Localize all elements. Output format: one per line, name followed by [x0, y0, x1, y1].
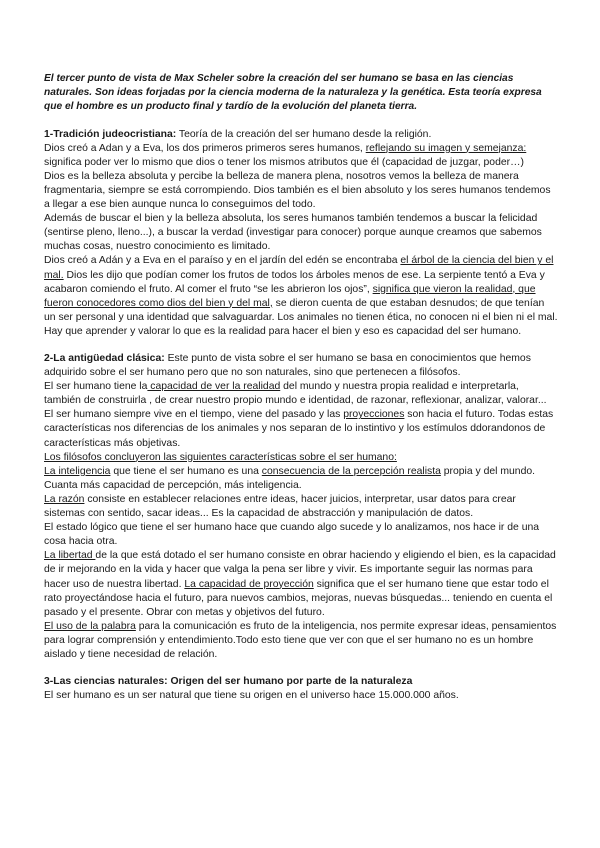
underlined-text: significa que vieron la realidad, que fueron conocedores como dios del bien y del mal,: [44, 283, 536, 309]
underlined-text: proyecciones: [343, 409, 405, 421]
text-run: significa poder ver lo mismo que dios o tener los mismos atributos que él (capacidad de juzgar, poder…): [44, 156, 524, 168]
underlined-text: consecuencia de la percepción realista: [261, 465, 441, 477]
section1-paragraph-2: Dios es la belleza absoluta y percibe la belleza de manera plena, nosotros vemos la belleza de manera fragmentaria, siempre se está corrompiendo. Dios también es el bien absoluto y los seres humanos tendemos a llegar a ese bien aunque nunca lo conseguimos del todo.: [44, 170, 551, 211]
section1-paragraph-3: Además de buscar el bien y la belleza absoluta, los seres humanos también tendemos a buscar la felicidad (sentirse pleno, lleno...), a buscar la verdad (investigar para conocer) porque aunque creamos que sabemos muchas cosas, nuestro conocimiento es limitado.: [44, 213, 542, 253]
text-run: que tiene el ser humano es una: [110, 465, 262, 477]
text-run: para la comunicación es fruto de la inteligencia, nos permite expresar ideas, pensamientos para lograr comprensión y entendimiento.Todo esto tiene que ver con que el ser humano no es un hombre aislado y tiene necesidad de relación.: [44, 620, 557, 660]
section2-paragraph-2: [44, 408, 558, 450]
section1-heading: 1-Tradición judeocristiana:: [44, 128, 177, 140]
text-run: propia y del mundo. Cuanta más capacidad de percepción, más inteligencia.: [44, 465, 536, 491]
section2-paragraph-4: [44, 465, 558, 493]
underlined-text: capacidad de ver la realidad: [147, 381, 281, 393]
underlined-text: La razón: [44, 493, 85, 505]
underlined-text: La capacidad de proyección: [184, 578, 314, 590]
text-run: son hacia el futuro. Todas estas características nos diferencias de los animales y nos separan de lo instintivo y los estímulos ddorandonos de características más objetivas.: [44, 409, 554, 449]
section-judeo-christian: [44, 128, 558, 339]
text-run: Dios les dijo que podían comer los frutos de todos los árboles menos de ese. La serpiente tentó a Eva y acabaron comiendo el fruto. Al comer el fruto “se les abrieron los ojos”,: [44, 269, 545, 295]
section2-paragraph-8: [44, 620, 558, 662]
section2-heading-line: [44, 352, 558, 380]
section1-paragraph-1: [44, 142, 558, 170]
section-classical-antiquity: [44, 352, 558, 662]
underlined-text: El uso de la palabra: [44, 620, 136, 632]
underlined-text: el árbol de la ciencia del bien y el mal.: [44, 255, 554, 281]
text-run: consiste en establecer relaciones entre ideas, hacer juicios, interpretar, usar datos para crear sistemas con sentido, sacar ideas... Es la capacidad de abstracción y manipulación de datos.: [44, 493, 516, 520]
text-run: Dios creó a Adan y a Eva, los dos primeros primeros seres humanos,: [44, 142, 366, 154]
section3-paragraph-1: El ser humano es un ser natural que tiene su origen en el universo hace 15.000.000 años.: [44, 690, 459, 702]
section-natural-sciences: [44, 675, 558, 703]
underlined-text: Los filósofos concluyeron las siguientes características sobre el ser humano:: [44, 451, 397, 463]
section1-heading-line: [44, 128, 558, 142]
intro-paragraph: El tercer punto de vista de Max Scheler sobre la creación del ser humano se basa en las ciencias naturales. Son ideas forjadas por la ciencia moderna de la naturaleza y la genética. Esta teoría expresa que el hombre es un producto final y tardío de la evolución del planeta tierra.: [44, 73, 542, 113]
text-run: de la que está dotado el ser humano consiste en obrar haciendo y eligiendo el bien, es la capacidad de ir mejorando en la vida y hacer que valga la pena ser libre y vivir. Es importante seguir las normas para hacer uso de nuestra libertad.: [44, 550, 556, 590]
section1-paragraph-4: [44, 254, 558, 339]
underlined-text: La libertad: [44, 550, 96, 562]
section1-heading-text: Teoría de la creación del ser humano desde la religión.: [176, 128, 432, 140]
section2-heading-text: Este punto de vista sobre el ser humano se basa en conocimientos que hemos adquirido sobre el ser humano pero que no son naturales, sino que pertenecen a filósofos.: [44, 353, 531, 379]
section2-paragraph-6: El estado lógico que tiene el ser humano hace que cuando algo sucede y lo analizamos, nos hace ir de una cosa hacia otra.: [44, 522, 540, 548]
text-run: del mundo y nuestra propia realidad e interpretarla, también de construirla , de crear nuestro propio mundo e identidad, de razonar, reflexionar, analizar, valorar...: [44, 381, 547, 407]
text-run: El ser humano siempre vive en el tiempo, viene del pasado y las: [44, 409, 344, 421]
section2-paragraph-5: [44, 493, 558, 521]
text-run: El ser humano tiene la: [44, 381, 148, 393]
text-run: significa que el ser humano tiene que estar todo el rato proyectándose hacia el futuro, para nuevos cambios, mejoras, nuevas búsquedas... teniendo en cuenta el pasado y el presente. Obrar con metas y objetivos del futuro.: [44, 578, 553, 618]
text-run: se dieron cuenta de que estaban desnudos; de que tenían un ser personal y una identidad que salvaguardar. Los animales no tienen ética, no conocen ni el bien ni el mal. Hay que aprender y valorar lo que es la realidad para hacer el bien y eso es capacidad del ser humano.: [44, 297, 558, 337]
underlined-text: La inteligencia: [44, 465, 111, 477]
section2-paragraph-1: [44, 380, 558, 408]
underlined-text: reflejando su imagen y semejanza:: [365, 142, 527, 154]
section2-paragraph-7: [44, 549, 558, 619]
section2-paragraph-3: [44, 451, 558, 465]
document-page: [44, 72, 558, 716]
text-run: Dios creó a Adán y a Eva en el paraíso y en el jardín del edén se encontraba: [44, 255, 401, 267]
section2-heading: 2-La antigüedad clásica:: [44, 353, 165, 365]
section3-heading: 3-Las ciencias naturales: Origen del ser humano por parte de la naturaleza: [44, 676, 413, 688]
